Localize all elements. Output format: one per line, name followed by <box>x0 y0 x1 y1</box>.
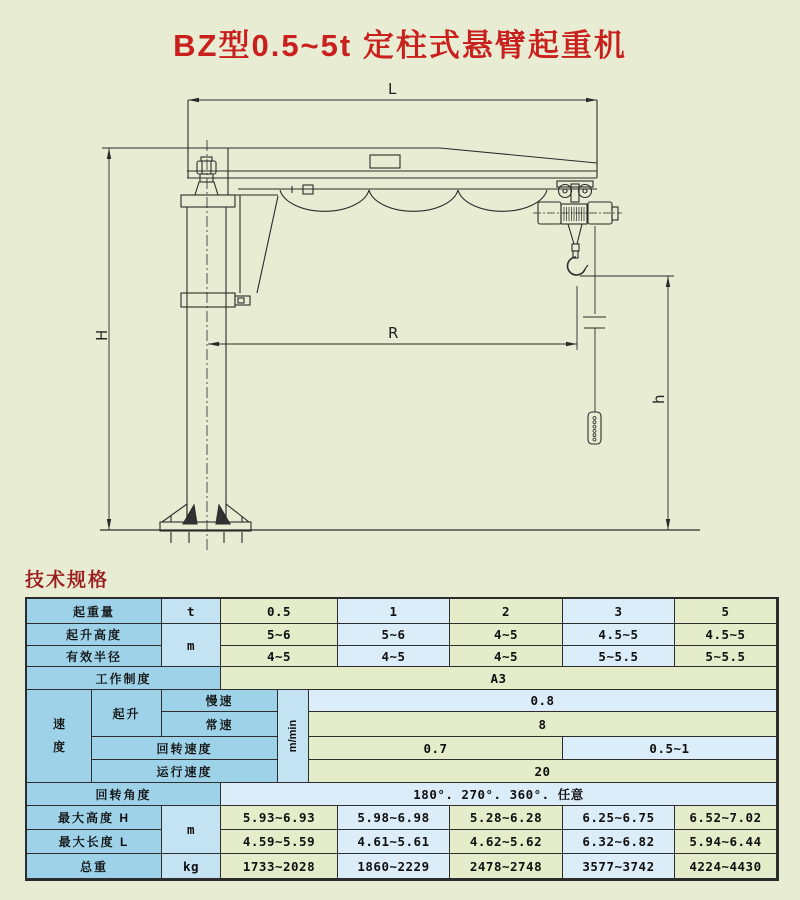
section-title: 技术规格 <box>25 570 110 591</box>
max-height-value: 6.25~6.75 <box>563 806 675 830</box>
radius-value: 4~5 <box>221 646 338 667</box>
slow-speed-value: 0.8 <box>309 690 777 712</box>
max-height-value: 5.98~6.98 <box>338 806 450 830</box>
duty-value: A3 <box>221 667 777 690</box>
cable-break-symbol <box>583 317 606 328</box>
radius-value: 5~5.5 <box>675 646 777 667</box>
unit-m-min: m/min <box>278 690 309 783</box>
hoist-motor-cap <box>612 207 618 220</box>
base-gusset-right <box>226 504 249 522</box>
anchor-bolts-bottom <box>171 532 242 543</box>
capacity-value: 3 <box>563 599 675 624</box>
trolley-wheel-right <box>579 185 592 198</box>
base-gusset-left <box>162 504 187 522</box>
radius-value: 5~5.5 <box>563 646 675 667</box>
anchor-bolts-top <box>171 516 242 522</box>
row-label-capacity: 起重量 <box>27 599 162 624</box>
capacity-value: 2 <box>450 599 563 624</box>
rail-fitting-stem <box>292 186 303 193</box>
radius-value: 4~5 <box>450 646 563 667</box>
total-weight-value: 3577~3742 <box>563 854 675 879</box>
normal-speed-value: 8 <box>309 712 777 737</box>
trolley-wheel-left <box>559 185 572 198</box>
page-title: BZ型0.5~5t 定柱式悬臂起重机 <box>173 28 627 63</box>
dimension-arrowheads <box>107 98 670 530</box>
max-length-value: 6.32~6.82 <box>563 830 675 854</box>
radius-value: 4~5 <box>338 646 450 667</box>
hook <box>568 257 585 275</box>
hoist-height-value: 4~5 <box>450 624 563 646</box>
total-weight-value: 4224~4430 <box>675 854 777 879</box>
pivot-cap <box>201 157 212 161</box>
max-length-value: 4.59~5.59 <box>221 830 338 854</box>
capacity-value: 1 <box>338 599 450 624</box>
max-height-value: 6.52~7.02 <box>675 806 777 830</box>
trolley-wheel-right-hub <box>583 189 587 193</box>
unit-kg: kg <box>162 854 221 879</box>
hoist-height-value: 5~6 <box>221 624 338 646</box>
max-length-value: 4.61~5.61 <box>338 830 450 854</box>
slew-speed-value-1: 0.7 <box>309 737 563 760</box>
collar-latch <box>235 296 250 305</box>
total-weight-value: 2478~2748 <box>450 854 563 879</box>
hoist-height-value: 4.5~5 <box>675 624 777 646</box>
row-label-max-length: 最大长度 L <box>27 830 162 854</box>
row-label-speed: 速度 <box>27 690 92 783</box>
dim-label-R: R <box>388 324 399 342</box>
column-cap-plate <box>181 195 235 207</box>
dim-label-h: h <box>650 394 668 404</box>
total-weight-value: 1733~2028 <box>221 854 338 879</box>
hook-swivel <box>572 244 579 251</box>
trolley-wheel-left-hub <box>563 189 567 193</box>
row-label-duty: 工作制度 <box>27 667 221 690</box>
collar-latch-pin <box>238 298 244 303</box>
capacity-value: 5 <box>675 599 777 624</box>
total-weight-value: 1860~2229 <box>338 854 450 879</box>
row-label-travel-speed: 运行速度 <box>92 760 278 783</box>
row-label-radius: 有效半径 <box>27 646 162 667</box>
jib-beam-top-edge <box>102 148 597 163</box>
row-label-slow: 慢速 <box>162 690 278 712</box>
max-height-value: 5.28~6.28 <box>450 806 563 830</box>
unit-t: t <box>162 599 221 624</box>
base-gusset-inner-left <box>183 505 197 524</box>
row-label-slew-angle: 回转角度 <box>27 783 221 806</box>
row-label-slew-speed: 回转速度 <box>92 737 278 760</box>
pendant-buttons <box>593 417 596 442</box>
hoist-drum-cable <box>564 207 584 221</box>
slewing-drive-motor <box>197 161 216 174</box>
unit-m: m <box>162 624 221 667</box>
festoon-loop-1 <box>280 190 369 211</box>
hoist-height-value: 5~6 <box>338 624 450 646</box>
row-label-hoist-height: 起升高度 <box>27 624 162 646</box>
row-label-max-height: 最大高度 H <box>27 806 162 830</box>
festoon-loop-3 <box>458 190 547 211</box>
beam-hatch-box <box>370 155 400 168</box>
row-label-total-weight: 总重 <box>27 854 162 879</box>
pivot-flare <box>195 182 218 195</box>
slew-angle-value: 180°. 270°. 360°. 任意 <box>221 783 777 806</box>
hoist-ropes <box>568 224 582 244</box>
base-gusset-inner-right <box>216 505 230 524</box>
travel-speed-value: 20 <box>309 760 777 783</box>
hoist-height-value: 4.5~5 <box>563 624 675 646</box>
capacity-value: 0.5 <box>221 599 338 624</box>
festoon-loop-2 <box>369 190 458 211</box>
row-label-normal: 常速 <box>162 712 278 737</box>
slewing-drive-ribs <box>202 161 211 174</box>
spec-table <box>25 597 779 881</box>
tie-rod <box>257 196 278 293</box>
hook-tip <box>585 265 588 269</box>
dim-label-H: H <box>93 329 111 341</box>
max-length-value: 4.62~5.62 <box>450 830 563 854</box>
dim-label-L: L <box>388 80 397 98</box>
max-height-value: 5.93~6.93 <box>221 806 338 830</box>
max-length-value: 5.94~6.44 <box>675 830 777 854</box>
row-label-hoisting: 起升 <box>92 690 162 737</box>
slew-speed-value-2: 0.5~1 <box>563 737 777 760</box>
lower-collar <box>181 293 235 307</box>
unit-m-2: m <box>162 806 221 854</box>
